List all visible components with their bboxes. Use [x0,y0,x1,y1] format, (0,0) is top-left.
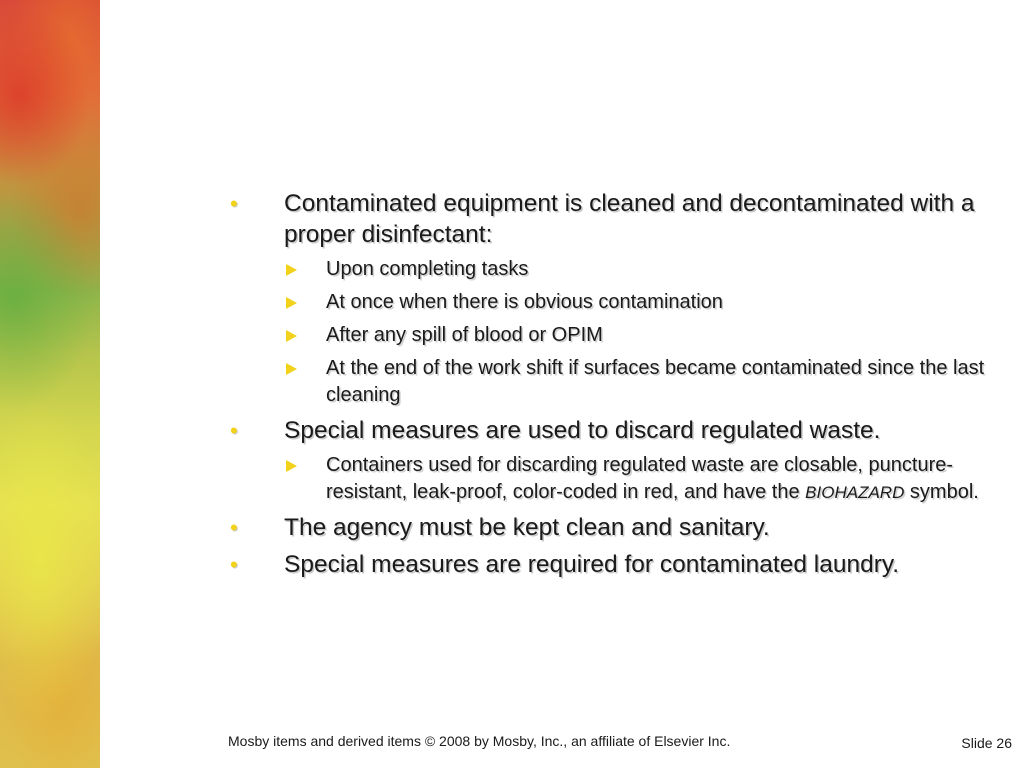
arrow-bullet-icon [286,363,297,375]
bullet-item-2 [230,415,990,446]
arrow-bullet-icon [286,460,297,472]
bullet-item-1 [230,188,990,250]
arrow-bullet-icon [286,297,297,309]
sub-item-text: Upon completing tasks [326,258,529,280]
decorative-gradient-sidebar [0,0,100,768]
sub-item-text: At once when there is obvious contamination [326,291,723,313]
sub-list-2 [230,452,990,506]
sub-item [230,322,990,349]
bullet-dot-icon: • [230,418,238,443]
sub-item-text: At the end of the work shift if surfaces became contaminated since the last cleaning [326,357,985,406]
bullet-dot-icon: • [230,191,238,216]
sub-item-text: After any spill of blood or OPIM [326,324,603,346]
slide-content [230,188,990,586]
bullet-item-4 [230,549,990,580]
sub-list-1 [230,256,990,409]
bullet-text: The agency must be kept clean and sanitary. [284,514,770,541]
bullet-dot-icon: • [230,515,238,540]
sub-item-text-after: symbol. [904,481,979,503]
bullet-dot-icon: • [230,552,238,577]
sub-item [230,355,990,409]
bullet-text: Special measures are used to discard regulated waste. [284,417,881,444]
sub-item [230,289,990,316]
sub-item-text-before: Containers used for discarding regulated waste are closable, puncture-resistant, leak-proof, color-coded in red, and have the [326,454,954,503]
biohazard-italic-text: BIOHAZARD [805,483,905,502]
bullet-text: Special measures are required for contaminated laundry. [284,551,900,578]
slide-number-value: 26 [996,735,1012,751]
bullet-item-3 [230,512,990,543]
sub-item [230,452,990,506]
arrow-bullet-icon [286,330,297,342]
slide-number [961,735,1012,751]
arrow-bullet-icon [286,264,297,276]
sub-item [230,256,990,283]
slide-label: Slide [961,735,993,751]
copyright-footer: Mosby items and derived items © 2008 by Mosby, Inc., an affiliate of Elsevier Inc. [228,733,731,749]
bullet-text: Contaminated equipment is cleaned and decontaminated with a proper disinfectant: [284,190,975,248]
